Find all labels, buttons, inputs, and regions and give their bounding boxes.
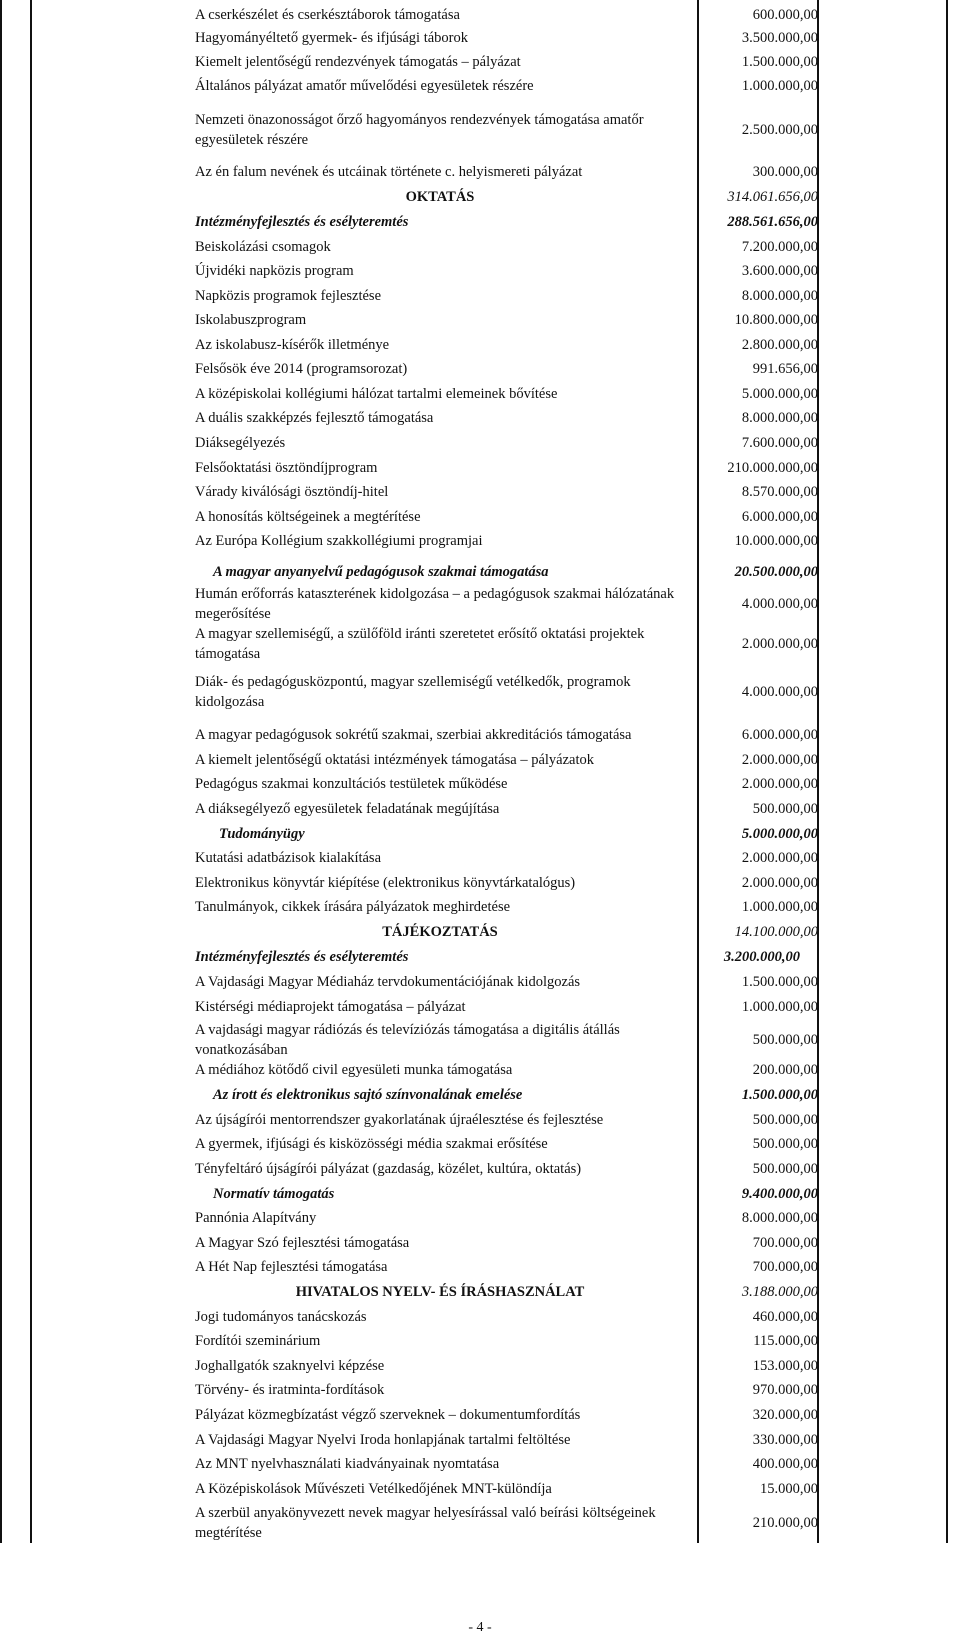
item-label: Kutatási adatbázisok kialakítása: [195, 850, 382, 866]
budget-item-row: [0, 261, 960, 281]
item-label: Törvény- és iratminta-fordítások: [195, 1382, 385, 1398]
item-amount: 460.000,00: [752, 1309, 818, 1325]
item-amount: 115.000,00: [753, 1333, 818, 1349]
item-label: Kiemelt jelentőségű rendezvények támogatás – pályázat: [195, 54, 521, 70]
item-label: A gyermek, ifjúsági és kisközösségi média szakmai erősítése: [195, 1136, 548, 1152]
item-amount: 3.200.000,00: [723, 949, 800, 965]
section-heading-row: [0, 1282, 960, 1302]
item-amount: 330.000,00: [752, 1432, 818, 1448]
subsection-heading-row: [0, 212, 960, 232]
item-amount: 2.000.000,00: [741, 752, 818, 768]
budget-item-row: [0, 110, 960, 150]
item-label: Hagyományéltető gyermek- és ifjúsági táborok: [195, 30, 469, 46]
item-amount: 8.000.000,00: [741, 1210, 818, 1226]
budget-item-row: [0, 531, 960, 551]
item-amount: 1.500.000,00: [741, 54, 818, 70]
item-amount: 2.500.000,00: [741, 122, 818, 138]
budget-item-row: [0, 750, 960, 770]
item-label: Napközis programok fejlesztése: [195, 288, 382, 304]
section-title: HIVATALOS NYELV- ÉS ÍRÁSHASZNÁLAT: [295, 1284, 585, 1300]
item-label: Várady kiválósági ösztöndíj-hitel: [195, 484, 389, 500]
item-label: A Vajdasági Magyar Nyelvi Iroda honlapjának tartalmi feltöltése: [195, 1432, 571, 1448]
subsection-heading-row: [0, 562, 960, 582]
budget-item-row: [0, 335, 960, 355]
item-amount: 1.000.000,00: [741, 78, 818, 94]
item-amount: 500.000,00: [752, 1032, 818, 1048]
budget-item-row: [0, 725, 960, 745]
item-amount: 600.000,00: [752, 7, 818, 23]
item-label: A Magyar Szó fejlesztési támogatása: [195, 1235, 410, 1251]
item-amount: 8.000.000,00: [741, 410, 818, 426]
budget-item-row: [0, 1020, 960, 1060]
item-label: Tanulmányok, cikkek írására pályázatok meghirdetése: [195, 899, 511, 915]
budget-item-row: [0, 1307, 960, 1327]
budget-item-row: [0, 237, 960, 257]
item-amount: 6.000.000,00: [741, 509, 818, 525]
budget-item-row: [0, 433, 960, 453]
item-label: Pedagógus szakmai konzultációs testületek működése: [195, 776, 508, 792]
subsection-heading-row: [0, 1085, 960, 1105]
item-amount: 4.000.000,00: [741, 596, 818, 612]
item-amount: 15.000,00: [760, 1481, 818, 1497]
subsection-title: Normatív támogatás: [213, 1186, 335, 1202]
item-label: A Hét Nap fejlesztési támogatása: [195, 1259, 388, 1275]
budget-item-row: [0, 774, 960, 794]
item-label: Elektronikus könyvtár kiépítése (elektronikus könyvtárkatalógus): [195, 875, 576, 891]
subsection-heading-row: [0, 947, 960, 967]
item-amount: 210.000.000,00: [727, 460, 818, 476]
item-amount: 200.000,00: [752, 1062, 818, 1078]
item-label: Diáksegélyezés: [195, 435, 286, 451]
item-label: Az újságírói mentorrendszer gyakorlatának újraélesztése és fejlesztése: [195, 1112, 604, 1128]
section-heading-row: [0, 187, 960, 207]
budget-item-row: [0, 848, 960, 868]
budget-item-row: [0, 1503, 960, 1543]
item-amount: 970.000,00: [752, 1382, 818, 1398]
item-label: Újvidéki napközis program: [195, 263, 354, 279]
budget-item-row: [0, 1430, 960, 1450]
budget-item-row: [0, 1380, 960, 1400]
item-label: Tényfeltáró újságírói pályázat (gazdaság, közélet, kultúra, oktatás): [195, 1161, 582, 1177]
budget-item-row: [0, 1479, 960, 1499]
item-amount: 20.500.000,00: [734, 564, 818, 580]
item-amount: 1.000.000,00: [741, 999, 818, 1015]
item-amount: 14.100.000,00: [734, 924, 818, 940]
item-amount: 6.000.000,00: [741, 727, 818, 743]
item-amount: 1.500.000,00: [741, 974, 818, 990]
item-label: A duális szakképzés fejlesztő támogatása: [195, 410, 434, 426]
item-amount: 210.000,00: [752, 1515, 818, 1531]
budget-item-row: [0, 482, 960, 502]
item-amount: 7.200.000,00: [741, 239, 818, 255]
budget-item-row: [0, 5, 960, 25]
budget-item-row: [0, 1405, 960, 1425]
item-amount: 700.000,00: [752, 1259, 818, 1275]
budget-item-row: [0, 1356, 960, 1376]
item-label: Humán erőforrás kataszterének kidolgozása – a pedagógusok szakmai hálózatának megerősítése: [195, 586, 675, 622]
item-amount: 8.570.000,00: [741, 484, 818, 500]
item-amount: 9.400.000,00: [741, 1186, 818, 1202]
budget-item-row: [0, 897, 960, 917]
item-label: A diáksegélyező egyesületek feladatának megújítása: [195, 801, 500, 817]
item-label: Joghallgatók szaknyelvi képzése: [195, 1358, 385, 1374]
item-label: A kiemelt jelentőségű oktatási intézmények támogatása – pályázatok: [195, 752, 595, 768]
item-label: A honosítás költségeinek a megtérítése: [195, 509, 421, 525]
item-label: Pannónia Alapítvány: [195, 1210, 317, 1226]
section-heading-row: [0, 922, 960, 942]
subsection-title: Intézményfejlesztés és esélyteremtés: [195, 214, 409, 230]
item-amount: 300.000,00: [752, 164, 818, 180]
budget-item-row: [0, 1454, 960, 1474]
item-amount: 8.000.000,00: [741, 288, 818, 304]
budget-item-row: [0, 28, 960, 48]
item-label: Fordítói szeminárium: [195, 1333, 321, 1349]
item-amount: 500.000,00: [752, 801, 818, 817]
subsection-title: Intézményfejlesztés és esélyteremtés: [195, 949, 409, 965]
item-amount: 500.000,00: [752, 1161, 818, 1177]
budget-item-row: [0, 1331, 960, 1351]
item-label: A Középiskolások Művészeti Vetélkedőjének MNT-különdíja: [195, 1481, 552, 1497]
item-amount: 288.561.656,00: [727, 214, 818, 230]
item-label: A médiához kötődő civil egyesületi munka támogatása: [195, 1062, 513, 1078]
item-label: Diák- és pedagógusközpontú, magyar szellemiségű vetélkedők, programok kidolgozása: [195, 674, 631, 710]
budget-item-row: [0, 52, 960, 72]
budget-item-row: [0, 1134, 960, 1154]
item-amount: 4.000.000,00: [741, 684, 818, 700]
budget-item-row: [0, 972, 960, 992]
item-amount: 2.000.000,00: [741, 776, 818, 792]
section-title: TÁJÉKOZTATÁS: [382, 924, 498, 940]
budget-item-row: [0, 1233, 960, 1253]
item-amount: 320.000,00: [752, 1407, 818, 1423]
item-label: Az iskolabusz-kísérők illetménye: [195, 337, 390, 353]
item-amount: 3.600.000,00: [741, 263, 818, 279]
subsection-title: Tudományügy: [219, 826, 305, 842]
budget-item-row: [0, 1159, 960, 1179]
item-amount: 500.000,00: [752, 1112, 818, 1128]
item-label: Beiskolázási csomagok: [195, 239, 331, 255]
item-label: Felsősök éve 2014 (programsorozat): [195, 361, 408, 377]
item-label: Az MNT nyelvhasználati kiadványainak nyomtatása: [195, 1456, 500, 1472]
budget-item-row: [0, 873, 960, 893]
item-label: A magyar pedagógusok sokrétű szakmai, szerbiai akkreditációs támogatása: [195, 727, 632, 743]
item-amount: 10.800.000,00: [734, 312, 818, 328]
item-amount: 314.061.656,00: [727, 189, 818, 205]
budget-item-row: [0, 1208, 960, 1228]
item-amount: 5.000.000,00: [741, 386, 818, 402]
subsection-title: A magyar anyanyelvű pedagógusok szakmai támogatása: [213, 564, 549, 580]
budget-item-row: [0, 1257, 960, 1277]
item-amount: 3.500.000,00: [741, 30, 818, 46]
budget-item-row: [0, 384, 960, 404]
budget-item-row: [0, 286, 960, 306]
item-label: Pályázat közmegbízatást végző szerveknek – dokumentumfordítás: [195, 1407, 581, 1423]
budget-item-row: [0, 1110, 960, 1130]
budget-item-row: [0, 584, 960, 624]
item-label: Az én falum nevének és utcáinak története c. helyismereti pályázat: [195, 164, 583, 180]
budget-item-row: [0, 76, 960, 96]
item-amount: 3.188.000,00: [741, 1284, 818, 1300]
item-label: Felsőoktatási ösztöndíjprogram: [195, 460, 378, 476]
item-label: Jogi tudományos tanácskozás: [195, 1309, 367, 1325]
budget-item-row: [0, 997, 960, 1017]
item-amount: 400.000,00: [752, 1456, 818, 1472]
item-label: Az Európa Kollégium szakkollégiumi programjai: [195, 533, 483, 549]
budget-item-row: [0, 408, 960, 428]
item-amount: 991.656,00: [752, 361, 818, 377]
item-amount: 500.000,00: [752, 1136, 818, 1152]
item-label: Általános pályázat amatőr művelődési egyesületek részére: [195, 78, 534, 94]
budget-item-row: [0, 359, 960, 379]
item-amount: 1.500.000,00: [741, 1087, 818, 1103]
item-label: A cserkészélet és cserkésztáborok támogatása: [195, 7, 460, 23]
budget-item-row: [0, 1060, 960, 1080]
item-amount: 5.000.000,00: [741, 826, 818, 842]
item-amount: 10.000.000,00: [734, 533, 818, 549]
page-number: - 4 -: [468, 1620, 492, 1635]
budget-item-row: [0, 672, 960, 712]
subsection-title: Az írott és elektronikus sajtó színvonalának emelése: [213, 1087, 523, 1103]
item-amount: 2.800.000,00: [741, 337, 818, 353]
budget-item-row: [0, 799, 960, 819]
item-label: A középiskolai kollégiumi hálózat tartalmi elemeinek bővítése: [195, 386, 558, 402]
item-amount: 2.000.000,00: [741, 636, 818, 652]
item-label: A magyar szellemiségű, a szülőföld iránti szeretetet erősítő oktatási projektek támogatása: [195, 626, 645, 662]
item-label: A Vajdasági Magyar Médiaház tervdokumentációjának kidolgozás: [195, 974, 581, 990]
item-label: Kistérségi médiaprojekt támogatása – pályázat: [195, 999, 466, 1015]
item-label: Nemzeti önazonosságot őrző hagyományos rendezvények támogatása amatőr egyesületek részére: [195, 112, 644, 148]
section-title: OKTATÁS: [405, 189, 475, 205]
item-label: A szerbül anyakönyvezett nevek magyar helyesírással való beírási költségeinek megtérítése: [195, 1505, 656, 1541]
budget-item-row: [0, 507, 960, 527]
item-amount: 7.600.000,00: [741, 435, 818, 451]
item-amount: 1.000.000,00: [741, 899, 818, 915]
budget-item-row: [0, 624, 960, 664]
budget-item-row: [0, 162, 960, 182]
item-amount: 2.000.000,00: [741, 875, 818, 891]
item-amount: 700.000,00: [752, 1235, 818, 1251]
item-label: A vajdasági magyar rádiózás és televíziózás támogatása a digitális átállás vonatkozásában: [195, 1022, 620, 1058]
subsection-heading-row: [0, 824, 960, 844]
item-amount: 2.000.000,00: [741, 850, 818, 866]
budget-item-row: [0, 310, 960, 330]
subsection-heading-row: [0, 1184, 960, 1204]
item-label: Iskolabuszprogram: [195, 312, 307, 328]
budget-item-row: [0, 458, 960, 478]
item-amount: 153.000,00: [752, 1358, 818, 1374]
